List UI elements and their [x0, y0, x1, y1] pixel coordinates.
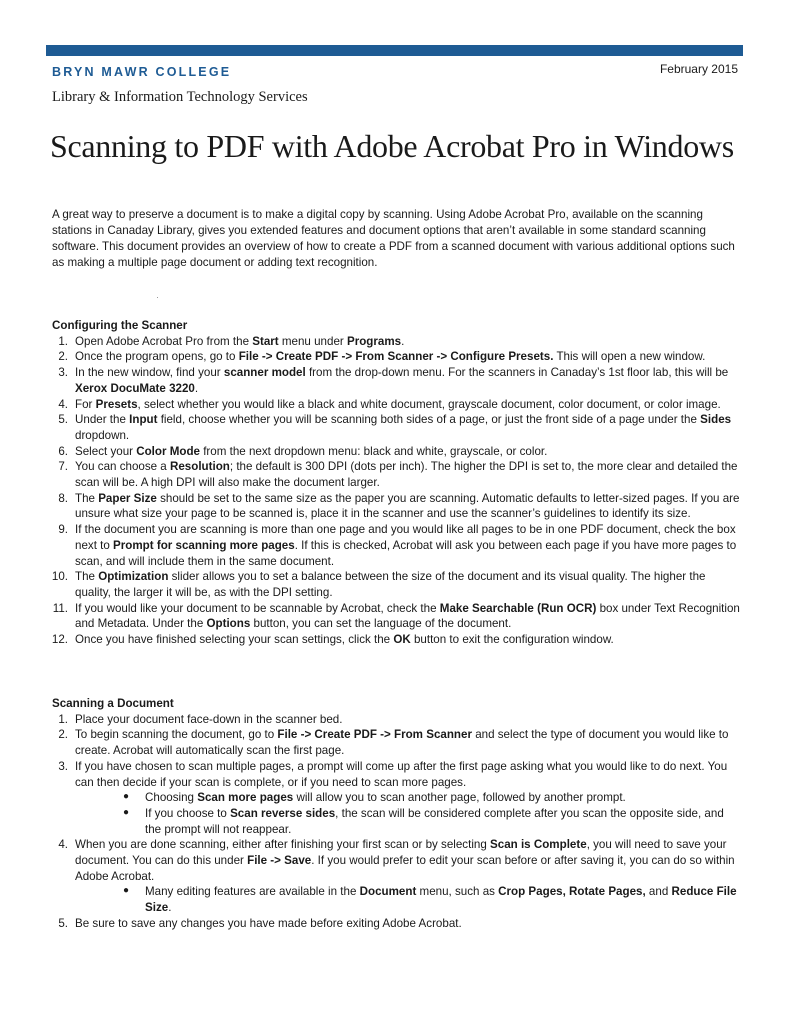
list-item [52, 365, 742, 396]
text-run: button to exit the configuration window. [410, 633, 614, 647]
text-run: If you would like your document to be scannable by Acrobat, check the [75, 601, 440, 615]
bold-term: OK [393, 633, 411, 647]
text-run: dropdown. [75, 428, 130, 442]
text-run: Place your document face-down in the scanner bed. [75, 712, 343, 726]
bold-term: Color Mode [136, 444, 200, 458]
bold-term: Scan reverse sides [230, 806, 336, 820]
text-run: Under the [75, 413, 130, 427]
list-item [52, 727, 742, 758]
list-item [52, 759, 742, 838]
list-item [52, 837, 742, 916]
item-number: 1. [58, 334, 68, 348]
bold-term: Scan more pages [197, 791, 294, 805]
sub-list-item [123, 806, 742, 837]
list-item [52, 491, 742, 522]
bold-term: Crop Pages, Rotate Pages, [498, 885, 646, 899]
list-item [52, 522, 742, 569]
text-run: . [194, 381, 199, 395]
bold-term: Paper Size [98, 491, 157, 505]
bold-term: Optimization [98, 570, 169, 584]
list-item [52, 459, 742, 490]
item-number: 4. [58, 838, 68, 852]
bold-term: Make Searchable (Run OCR) [439, 601, 597, 615]
text-run: Choosing [145, 791, 198, 805]
bold-term: File -> Create PDF -> From Scanner -> Configure Presets. [238, 350, 554, 364]
item-number: 7. [58, 460, 68, 474]
item-number: 8. [58, 491, 68, 505]
text-run: ; the default is 300 DPI (dots per inch). The higher the DPI is set to, the more clear and detailed the scan will be. A high DPI will also make the document larger. [75, 460, 738, 490]
text-run: menu, such as [416, 885, 499, 899]
bold-term: Start [252, 334, 279, 348]
bold-term: Programs [346, 334, 402, 348]
text-run: . [401, 334, 405, 348]
bold-term: Xerox DocuMate 3220 [75, 381, 195, 395]
bold-term: File -> Save [247, 854, 312, 868]
item-number: 5. [58, 413, 68, 427]
intro-paragraph: A great way to preserve a document is to make a digital copy by scanning. Using Adobe Acrobat Pro, available on the scanning stations in Canaday Library, gives you extended features and document options that aren’t available in some standard scanning software. This document provides an overview of how to create a PDF from a scanned document with various additional options such as making a multiple page document or adding text recognition. [52, 208, 735, 269]
text-run: and [645, 885, 672, 899]
department-name: Library & Information Technology Services [52, 89, 308, 105]
page-title: Scanning to PDF with Adobe Acrobat Pro in Windows [50, 128, 734, 164]
list-item [52, 632, 742, 648]
sub-list [75, 884, 742, 915]
configuring-heading: Configuring the Scanner [52, 319, 188, 332]
bold-term: Scan is Complete [490, 838, 587, 852]
text-run: You can choose a [75, 460, 170, 474]
item-number: 11. [52, 601, 68, 615]
bold-term: Document [359, 885, 417, 899]
bullet-icon: ● [123, 791, 130, 803]
text-run: from the next dropdown menu: black and white, grayscale, or color. [199, 444, 548, 458]
list-item [52, 601, 742, 632]
stray-mark [157, 297, 158, 298]
item-number: 6. [58, 444, 68, 458]
text-run: . If you would prefer to edit your scan before or after saving it, you can do so within Adobe Acrobat. [75, 854, 735, 883]
text-run: If the document you are scanning is more than one page and you would like all pages to be in one PDF document, check the box next to [75, 523, 736, 552]
text-run: Once the program opens, go to [75, 350, 239, 364]
list-item [52, 916, 742, 932]
text-run: , select whether you would like a black and white document, grayscale document, color document, or color image. [137, 397, 721, 411]
list-item [52, 569, 742, 600]
text-run: Many editing features are available in the [145, 885, 360, 899]
item-number: 5. [58, 916, 68, 930]
sub-list-item [123, 790, 742, 806]
item-number: 12. [51, 633, 68, 647]
item-number: 10. [51, 570, 68, 584]
text-run: and select the type of document you would like to create. Acrobat will automatically scan the first page. [75, 728, 729, 758]
header-bar [46, 45, 743, 56]
scanning-steps-list [52, 712, 742, 932]
item-number: 2. [58, 728, 68, 742]
item-number: 3. [58, 366, 68, 380]
text-run: The [75, 570, 99, 584]
item-number: 1. [58, 712, 68, 726]
college-name: BRYN MAWR COLLEGE [52, 65, 232, 79]
text-run: If you choose to [145, 806, 231, 820]
text-run: In the new window, find your [75, 366, 224, 380]
item-number: 4. [58, 397, 68, 411]
sub-list [75, 790, 742, 837]
text-run: . If this is checked, Acrobat will ask you between each page if you have more pages to scan, and will include them in the same document. [75, 538, 737, 568]
text-run: To begin scanning the document, go to [75, 728, 278, 742]
text-run: will allow you to scan another page, followed by another prompt. [293, 791, 626, 805]
text-run: Be sure to save any changes you have made before exiting Adobe Acrobat. [75, 916, 462, 930]
text-run: . [168, 901, 172, 915]
item-number: 3. [58, 759, 68, 773]
text-run: This will open a new window. [553, 350, 706, 364]
text-run: from the drop-down menu. For the scanners in Canaday’s 1st floor lab, this will be [305, 366, 729, 380]
list-item [52, 334, 742, 350]
bold-term: Reduce File Size [145, 885, 737, 915]
bold-term: File -> Create PDF -> From Scanner [277, 728, 472, 742]
text-run: For [75, 397, 96, 411]
text-run: Open Adobe Acrobat Pro from the [75, 334, 253, 348]
text-run: , the scan will be considered complete after you scan the opposite side, and the prompt will not reappear. [145, 806, 724, 836]
text-run: field, choose whether you will be scanning both sides of a page, or just the front side of a page under the [157, 413, 701, 427]
text-run: slider allows you to set a balance between the size of the document and its visual quality. The higher the quality, the larger it will be, as with the DPI setting. [75, 570, 706, 599]
list-item [52, 412, 742, 443]
sub-list-item [123, 884, 742, 915]
bold-term: Prompt for scanning more pages [113, 538, 295, 552]
list-item [52, 349, 742, 365]
bold-term: Resolution [169, 460, 230, 474]
scanning-heading: Scanning a Document [52, 697, 174, 710]
text-run: box under Text Recognition and Metadata. Under the [75, 601, 740, 631]
configuring-steps-list [52, 334, 742, 648]
text-run: button, you can set the language of the document. [250, 617, 512, 631]
list-item [52, 444, 742, 460]
bold-term: Options [206, 617, 251, 631]
bold-term: scanner model [223, 366, 306, 380]
bold-term: Presets [95, 397, 138, 411]
text-run: Select your [75, 444, 137, 458]
configuring-section [52, 318, 742, 648]
text-run: When you are done scanning, either after finishing your first scan or by selecting [75, 838, 491, 852]
bullet-icon: ● [123, 806, 130, 818]
scanning-section [52, 696, 742, 932]
document-date: February 2015 [659, 62, 738, 76]
text-run: If you have chosen to scan multiple pages, a prompt will come up after the first page asking what you would like to do next. You can then decide if your scan is complete, or if you need to scan more pages. [75, 759, 728, 789]
item-number: 9. [58, 523, 68, 537]
text-run: , you will need to save your document. You can do this under [75, 838, 727, 868]
list-item [52, 397, 742, 413]
text-run: should be set to the same size as the paper you are scanning. Automatic defaults to letter-sized pages. If you are unsure what size your page to be scanned is, place it in the scanner and use the scanner’s guidelines to identify its size. [75, 491, 740, 521]
bold-term: Sides [700, 413, 732, 427]
text-run: Once you have finished selecting your scan settings, click the [75, 633, 394, 647]
list-item [52, 712, 742, 728]
text-run: The [75, 491, 99, 505]
text-run: menu under [278, 334, 347, 348]
bold-term: Input [129, 413, 158, 427]
bullet-icon: ● [123, 885, 130, 897]
item-number: 2. [58, 350, 68, 364]
